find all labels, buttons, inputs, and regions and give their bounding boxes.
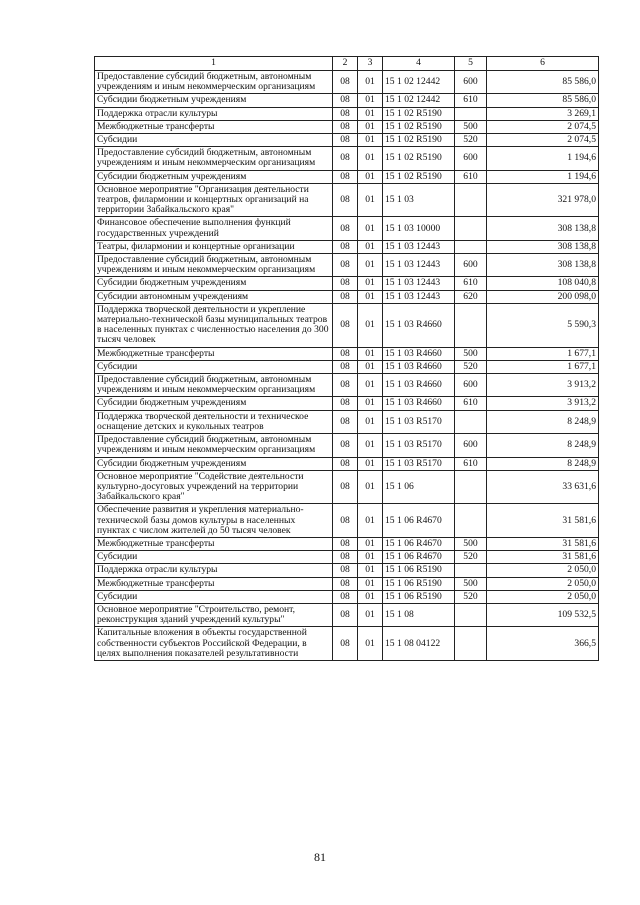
item-name-cell: Капитальные вложения в объекты государственной собственности субъектов Российской Федерации, в целях выполнения показателей результативности [95, 627, 333, 661]
target-article-cell: 15 1 03 R5170 [383, 434, 455, 457]
amount-cell: 2 050,0 [487, 590, 599, 603]
expense-type-cell: 500 [455, 120, 487, 133]
subsection-code-cell: 01 [358, 410, 383, 433]
subsection-code-cell: 01 [358, 71, 383, 94]
subsection-code-cell: 01 [358, 457, 383, 470]
table-row [95, 457, 599, 470]
item-name-cell: Театры, филармонии и концертные организации [95, 240, 333, 253]
column-header: 2 [333, 57, 358, 71]
section-code-cell: 08 [333, 537, 358, 550]
table-row [95, 374, 599, 397]
subsection-code-cell: 01 [358, 134, 383, 147]
column-header: 4 [383, 57, 455, 71]
expense-type-cell: 520 [455, 134, 487, 147]
table-row [95, 627, 599, 661]
amount-cell: 1 194,6 [487, 147, 599, 170]
amount-cell: 2 074,5 [487, 120, 599, 133]
item-name-cell: Субсидии автономным учреждениям [95, 290, 333, 303]
subsection-code-cell: 01 [358, 94, 383, 107]
target-article-cell: 15 1 02 12442 [383, 94, 455, 107]
amount-cell: 1 677,1 [487, 347, 599, 360]
section-code-cell: 08 [333, 374, 358, 397]
amount-cell: 3 913,2 [487, 397, 599, 410]
expense-type-cell [455, 217, 487, 240]
target-article-cell: 15 1 02 R5190 [383, 120, 455, 133]
subsection-code-cell: 01 [358, 107, 383, 120]
section-code-cell: 08 [333, 347, 358, 360]
target-article-cell: 15 1 02 R5190 [383, 147, 455, 170]
item-name-cell: Субсидии бюджетным учреждениям [95, 170, 333, 183]
target-article-cell: 15 1 06 R5190 [383, 564, 455, 577]
subsection-code-cell: 01 [358, 240, 383, 253]
subsection-code-cell: 01 [358, 504, 383, 538]
item-name-cell: Субсидии бюджетным учреждениям [95, 94, 333, 107]
table-row [95, 147, 599, 170]
subsection-code-cell: 01 [358, 303, 383, 347]
expense-type-cell: 500 [455, 537, 487, 550]
subsection-code-cell: 01 [358, 627, 383, 661]
expense-type-cell [455, 183, 487, 217]
section-code-cell: 08 [333, 504, 358, 538]
section-code-cell: 08 [333, 577, 358, 590]
subsection-code-cell: 01 [358, 603, 383, 626]
subsection-code-cell: 01 [358, 577, 383, 590]
item-name-cell: Поддержка творческой деятельности и укрепление материально-технической базы муниципальных театров в населенных пунктах с численностью населения до 300 тысяч человек [95, 303, 333, 347]
table-row [95, 397, 599, 410]
subsection-code-cell: 01 [358, 360, 383, 373]
section-code-cell: 08 [333, 603, 358, 626]
table-header-row [95, 57, 599, 71]
amount-cell: 33 631,6 [487, 470, 599, 504]
section-code-cell: 08 [333, 254, 358, 277]
section-code-cell: 08 [333, 147, 358, 170]
amount-cell: 308 138,8 [487, 217, 599, 240]
subsection-code-cell: 01 [358, 434, 383, 457]
amount-cell: 108 040,8 [487, 277, 599, 290]
target-article-cell: 15 1 02 R5190 [383, 134, 455, 147]
expense-type-cell: 610 [455, 170, 487, 183]
item-name-cell: Предоставление субсидий бюджетным, автономным учреждениям и иным некоммерческим организациям [95, 434, 333, 457]
target-article-cell: 15 1 03 R5170 [383, 410, 455, 433]
subsection-code-cell: 01 [358, 183, 383, 217]
expense-type-cell [455, 504, 487, 538]
section-code-cell: 08 [333, 217, 358, 240]
amount-cell: 2 050,0 [487, 577, 599, 590]
expense-type-cell [455, 240, 487, 253]
amount-cell: 2 074,5 [487, 134, 599, 147]
section-code-cell: 08 [333, 170, 358, 183]
column-header: 3 [358, 57, 383, 71]
target-article-cell: 15 1 03 R4660 [383, 360, 455, 373]
target-article-cell: 15 1 03 R4660 [383, 347, 455, 360]
section-code-cell: 08 [333, 94, 358, 107]
target-article-cell: 15 1 02 R5190 [383, 170, 455, 183]
table-row [95, 107, 599, 120]
table-row [95, 564, 599, 577]
section-code-cell: 08 [333, 397, 358, 410]
expense-type-cell: 520 [455, 551, 487, 564]
amount-cell: 3 913,2 [487, 374, 599, 397]
table-row [95, 577, 599, 590]
table-row [95, 470, 599, 504]
expense-type-cell [455, 603, 487, 626]
target-article-cell: 15 1 03 R4660 [383, 303, 455, 347]
page-number: 81 [314, 850, 326, 864]
item-name-cell: Субсидии [95, 134, 333, 147]
table-row [95, 603, 599, 626]
item-name-cell: Субсидии [95, 590, 333, 603]
target-article-cell: 15 1 03 12443 [383, 254, 455, 277]
expense-type-cell: 610 [455, 457, 487, 470]
section-code-cell: 08 [333, 564, 358, 577]
target-article-cell: 15 1 08 04122 [383, 627, 455, 661]
item-name-cell: Межбюджетные трансферты [95, 577, 333, 590]
section-code-cell: 08 [333, 434, 358, 457]
subsection-code-cell: 01 [358, 347, 383, 360]
target-article-cell: 15 1 06 R4670 [383, 504, 455, 538]
section-code-cell: 08 [333, 120, 358, 133]
table-row [95, 303, 599, 347]
section-code-cell: 08 [333, 134, 358, 147]
expense-type-cell: 600 [455, 254, 487, 277]
expense-type-cell: 520 [455, 590, 487, 603]
subsection-code-cell: 01 [358, 120, 383, 133]
target-article-cell: 15 1 03 [383, 183, 455, 217]
target-article-cell: 15 1 06 R4670 [383, 551, 455, 564]
section-code-cell: 08 [333, 183, 358, 217]
section-code-cell: 08 [333, 107, 358, 120]
subsection-code-cell: 01 [358, 551, 383, 564]
item-name-cell: Субсидии бюджетным учреждениям [95, 397, 333, 410]
expense-type-cell [455, 564, 487, 577]
subsection-code-cell: 01 [358, 254, 383, 277]
section-code-cell: 08 [333, 240, 358, 253]
table-row [95, 551, 599, 564]
target-article-cell: 15 1 03 10000 [383, 217, 455, 240]
table-row [95, 347, 599, 360]
target-article-cell: 15 1 06 R5190 [383, 577, 455, 590]
section-code-cell: 08 [333, 410, 358, 433]
target-article-cell: 15 1 06 R4670 [383, 537, 455, 550]
section-code-cell: 08 [333, 627, 358, 661]
subsection-code-cell: 01 [358, 397, 383, 410]
table-row [95, 590, 599, 603]
section-code-cell: 08 [333, 360, 358, 373]
table-row [95, 290, 599, 303]
target-article-cell: 15 1 06 [383, 470, 455, 504]
expense-type-cell [455, 303, 487, 347]
table-row [95, 183, 599, 217]
item-name-cell: Предоставление субсидий бюджетным, автономным учреждениям и иным некоммерческим организациям [95, 374, 333, 397]
amount-cell: 5 590,3 [487, 303, 599, 347]
amount-cell: 321 978,0 [487, 183, 599, 217]
section-code-cell: 08 [333, 590, 358, 603]
amount-cell: 3 269,1 [487, 107, 599, 120]
amount-cell: 1 677,1 [487, 360, 599, 373]
subsection-code-cell: 01 [358, 374, 383, 397]
table-row [95, 120, 599, 133]
subsection-code-cell: 01 [358, 590, 383, 603]
section-code-cell: 08 [333, 303, 358, 347]
amount-cell: 2 050,0 [487, 564, 599, 577]
item-name-cell: Предоставление субсидий бюджетным, автономным учреждениям и иным некоммерческим организациям [95, 254, 333, 277]
amount-cell: 200 098,0 [487, 290, 599, 303]
expense-type-cell: 600 [455, 434, 487, 457]
table-body [95, 71, 599, 661]
budget-table [94, 56, 599, 661]
item-name-cell: Поддержка отрасли культуры [95, 564, 333, 577]
table-row [95, 240, 599, 253]
section-code-cell: 08 [333, 470, 358, 504]
expense-type-cell: 600 [455, 71, 487, 94]
amount-cell: 8 248,9 [487, 434, 599, 457]
column-header: 5 [455, 57, 487, 71]
subsection-code-cell: 01 [358, 537, 383, 550]
amount-cell: 85 586,0 [487, 94, 599, 107]
amount-cell: 1 194,6 [487, 170, 599, 183]
table-row [95, 360, 599, 373]
item-name-cell: Межбюджетные трансферты [95, 120, 333, 133]
item-name-cell: Поддержка отрасли культуры [95, 107, 333, 120]
target-article-cell: 15 1 03 12443 [383, 290, 455, 303]
table-row [95, 504, 599, 538]
table-row [95, 254, 599, 277]
expense-type-cell: 610 [455, 277, 487, 290]
expense-type-cell: 600 [455, 374, 487, 397]
table-row [95, 170, 599, 183]
expense-type-cell: 610 [455, 397, 487, 410]
section-code-cell: 08 [333, 290, 358, 303]
subsection-code-cell: 01 [358, 564, 383, 577]
amount-cell: 8 248,9 [487, 410, 599, 433]
item-name-cell: Предоставление субсидий бюджетным, автономным учреждениям и иным некоммерческим организациям [95, 71, 333, 94]
table-row [95, 537, 599, 550]
subsection-code-cell: 01 [358, 147, 383, 170]
amount-cell: 308 138,8 [487, 254, 599, 277]
amount-cell: 85 586,0 [487, 71, 599, 94]
expense-type-cell: 500 [455, 577, 487, 590]
item-name-cell: Обеспечение развития и укрепления материально-технической базы домов культуры в населенных пунктах с числом жителей до 50 тысяч человек [95, 504, 333, 538]
expense-type-cell: 600 [455, 147, 487, 170]
item-name-cell: Субсидии [95, 360, 333, 373]
item-name-cell: Субсидии бюджетным учреждениям [95, 457, 333, 470]
item-name-cell: Межбюджетные трансферты [95, 537, 333, 550]
section-code-cell: 08 [333, 457, 358, 470]
target-article-cell: 15 1 02 R5190 [383, 107, 455, 120]
item-name-cell: Субсидии бюджетным учреждениям [95, 277, 333, 290]
expense-type-cell [455, 410, 487, 433]
amount-cell: 31 581,6 [487, 504, 599, 538]
section-code-cell: 08 [333, 277, 358, 290]
amount-cell: 109 532,5 [487, 603, 599, 626]
expense-type-cell [455, 627, 487, 661]
column-header: 1 [95, 57, 333, 71]
target-article-cell: 15 1 03 R5170 [383, 457, 455, 470]
subsection-code-cell: 01 [358, 277, 383, 290]
amount-cell: 8 248,9 [487, 457, 599, 470]
table-row [95, 134, 599, 147]
table-row [95, 434, 599, 457]
table-row [95, 94, 599, 107]
amount-cell: 31 581,6 [487, 537, 599, 550]
item-name-cell: Основное мероприятие "Содействие деятельности культурно-досуговых учреждений на территории Забайкальского края" [95, 470, 333, 504]
target-article-cell: 15 1 08 [383, 603, 455, 626]
target-article-cell: 15 1 03 R4660 [383, 397, 455, 410]
target-article-cell: 15 1 03 R4660 [383, 374, 455, 397]
section-code-cell: 08 [333, 551, 358, 564]
target-article-cell: 15 1 02 12442 [383, 71, 455, 94]
target-article-cell: 15 1 03 12443 [383, 277, 455, 290]
item-name-cell: Основное мероприятие "Организация деятельности театров, филармонии и концертных организаций на территории Забайкальского края" [95, 183, 333, 217]
subsection-code-cell: 01 [358, 217, 383, 240]
expense-type-cell: 500 [455, 347, 487, 360]
table-row [95, 277, 599, 290]
item-name-cell: Финансовое обеспечение выполнения функций государственных учреждений [95, 217, 333, 240]
amount-cell: 366,5 [487, 627, 599, 661]
amount-cell: 31 581,6 [487, 551, 599, 564]
table-row [95, 410, 599, 433]
table-row [95, 217, 599, 240]
subsection-code-cell: 01 [358, 170, 383, 183]
item-name-cell: Субсидии [95, 551, 333, 564]
expense-type-cell: 620 [455, 290, 487, 303]
target-article-cell: 15 1 06 R5190 [383, 590, 455, 603]
table-row [95, 71, 599, 94]
item-name-cell: Предоставление субсидий бюджетным, автономным учреждениям и иным некоммерческим организациям [95, 147, 333, 170]
item-name-cell: Основное мероприятие "Строительство, ремонт, реконструкция зданий учреждений культуры" [95, 603, 333, 626]
column-header: 6 [487, 57, 599, 71]
subsection-code-cell: 01 [358, 470, 383, 504]
item-name-cell: Межбюджетные трансферты [95, 347, 333, 360]
target-article-cell: 15 1 03 12443 [383, 240, 455, 253]
expense-type-cell [455, 107, 487, 120]
amount-cell: 308 138,8 [487, 240, 599, 253]
section-code-cell: 08 [333, 71, 358, 94]
subsection-code-cell: 01 [358, 290, 383, 303]
expense-type-cell: 520 [455, 360, 487, 373]
expense-type-cell [455, 470, 487, 504]
item-name-cell: Поддержка творческой деятельности и техническое оснащение детских и кукольных театров [95, 410, 333, 433]
expense-type-cell: 610 [455, 94, 487, 107]
